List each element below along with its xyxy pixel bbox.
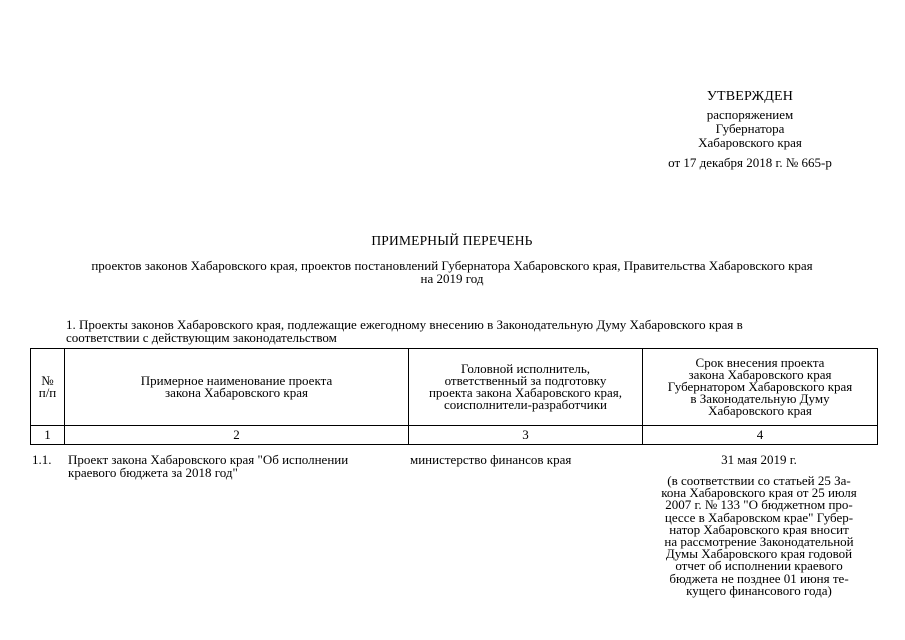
row-deadline: 31 мая 2019 г. <box>721 452 797 467</box>
header-num-line-2: п/п <box>38 385 57 400</box>
header-name <box>65 349 409 426</box>
header-executor-line-4: соисполнители-разработчики <box>444 397 607 412</box>
document-title-block <box>26 234 878 285</box>
document-title: ПРИМЕРНЫЙ ПЕРЕЧЕНЬ <box>371 233 533 248</box>
row-number: 1.1. <box>32 452 52 467</box>
header-deadline-line-2: закона Хабаровского края <box>688 367 832 382</box>
row-deadline-note <box>650 475 868 597</box>
header-num <box>31 349 65 426</box>
header-deadline <box>643 349 878 426</box>
header-executor-line-3: проекта закона Хабаровского края, <box>428 385 623 400</box>
note-line: натор Хабаровского края вносит <box>669 521 849 537</box>
document-subtitle-line-2: на 2019 год <box>420 271 484 286</box>
plan-table <box>30 348 878 445</box>
header-name-line-1: Примерное наименование проекта <box>140 373 333 388</box>
approval-stamp <box>640 90 860 170</box>
document-subtitle-line-1: проектов законов Хабаровского края, проектов постановлений Губернатора Хабаровского края, Правительства Хабаровского края <box>91 258 813 273</box>
note-line: цессе в Хабаровском крае" Губер- <box>664 509 854 525</box>
approved-label: УТВЕРЖДЕН <box>706 89 794 104</box>
approval-line-2: Губернатора <box>715 121 785 136</box>
note-line: кущего финансового года) <box>686 582 832 598</box>
row-project-name-line-1: Проект закона Хабаровского края "Об исполнении <box>68 452 349 467</box>
header-executor-line-2: ответственный за подготовку <box>444 373 607 388</box>
note-line: на рассмотрение Законодательной <box>664 534 854 550</box>
header-executor-line-1: Головной исполнитель, <box>460 361 591 376</box>
note-line: 2007 г. № 133 "О бюджетном про- <box>665 497 853 513</box>
approval-line-1: распоряжением <box>706 107 794 122</box>
header-deadline-line-3: Губернатором Хабаровского края <box>667 379 853 394</box>
row-project-name-line-2: краевого бюджета за 2018 год" <box>68 464 238 480</box>
note-line: (в соответствии со статьей 25 За- <box>667 473 851 488</box>
column-number-2: 2 <box>65 426 409 445</box>
column-number-row <box>31 426 878 445</box>
table-header-row <box>31 349 878 426</box>
column-number-4: 4 <box>643 426 878 445</box>
section-heading-line-2: соответствии с действующим законодательством <box>66 330 337 345</box>
header-name-line-2: закона Хабаровского края <box>165 385 308 400</box>
section-heading <box>66 318 881 344</box>
section-heading-line-1: 1. Проекты законов Хабаровского края, подлежащие ежегодному внесению в Законодательную Думу Хабаровского края в <box>66 317 743 332</box>
header-deadline-line-1: Срок внесения проекта <box>695 355 825 370</box>
row-executor: министерство финансов края <box>410 452 572 467</box>
note-line: бюджета не позднее 01 июня те- <box>669 570 849 586</box>
note-line: отчет об исполнении краевого <box>675 558 843 574</box>
approval-line-3: Хабаровского края <box>698 135 802 150</box>
header-deadline-line-5: Хабаровского края <box>708 403 812 418</box>
note-line: кона Хабаровского края от 25 июля <box>661 485 857 501</box>
column-number-3: 3 <box>409 426 643 445</box>
approval-dateline: от 17 декабря 2018 г. № 665-р <box>668 155 832 170</box>
note-line: Думы Хабаровского края годовой <box>665 546 853 562</box>
row-project-name <box>68 454 408 479</box>
column-number-1: 1 <box>31 426 65 445</box>
header-executor <box>409 349 643 426</box>
header-deadline-line-4: в Законодательную Думу <box>690 391 830 406</box>
header-num-line-1: № <box>41 373 54 388</box>
